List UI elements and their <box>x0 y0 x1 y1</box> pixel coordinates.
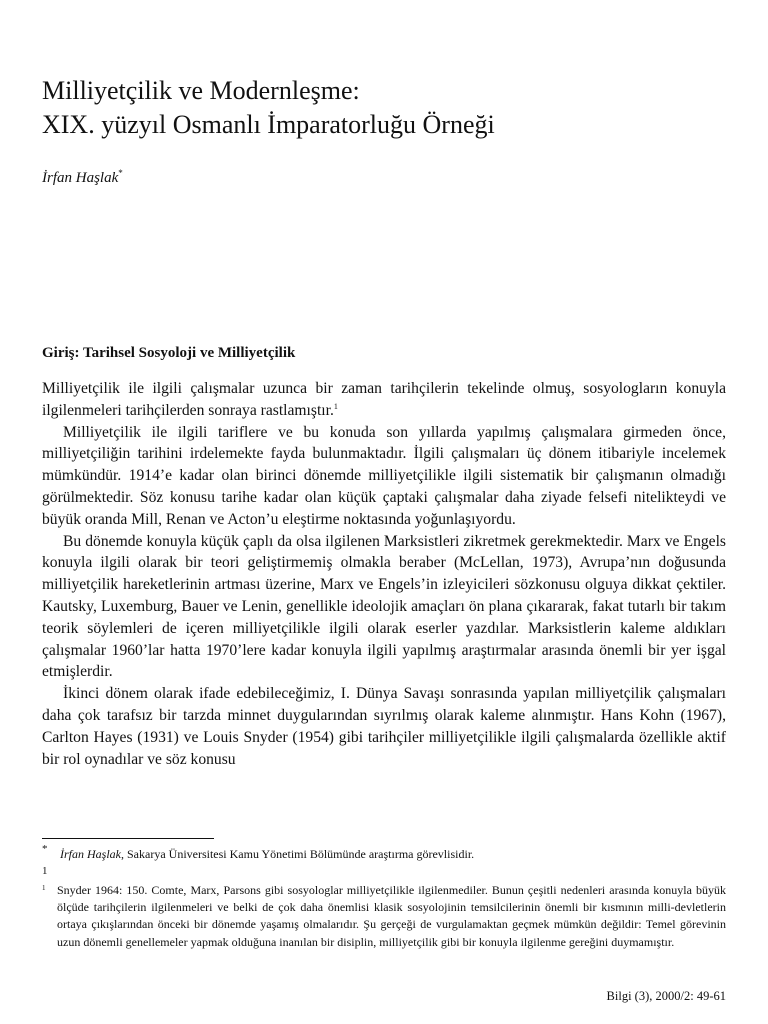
paragraph-1: Milliyetçilik ile ilgili çalışmalar uzunca bir zaman tarihçilerin tekelinde olmuş, sosyologların konuyla ilgilenmeleri tarihçilerden sonraya rastlamıştır.$^1$ <box>42 380 726 419</box>
article-title-line-2: XIX. yüzyıl Osmanlı İmparatorluğu Örneği <box>42 110 495 139</box>
author-name: İrfan Haşlak <box>42 170 119 186</box>
author-footnote-name: İrfan Haşlak <box>60 847 121 861</box>
paragraph-4: İkinci dönem olarak ifade edebileceğimiz, I. Dünya Savaşı sonrasında yapılan milliyetçilik çalışmaları daha çok tarafsız bir tarzda minnet duygularından sıyrılmış olarak kaleme alınmıştır. Hans Kohn (1967), Carlton Hayes (1931) ve Louis Snyder (1954) gibi tarihçiler milliyetçilikle ilgili çalışmalarda özellikle aktif bir rol oynadılar ve söz konusu <box>42 685 726 768</box>
footnote-ref-1: 1 <box>333 401 338 411</box>
author-footnote <box>42 843 726 880</box>
footnote-1 <box>42 882 726 951</box>
body-text <box>42 378 726 770</box>
author-footnote-text: , Sakarya Üniversitesi Kamu Yönetimi Bölümünde araştırma görevlisidir. <box>121 847 475 861</box>
author-footnote-symbol: * <box>42 843 48 855</box>
footnote-number-1: 1 <box>42 865 48 877</box>
footnote-divider <box>42 838 214 839</box>
footnote-1-text: Snyder 1964: 150. Comte, Marx, Parsons gibi sosyologlar milliyetçilikle ilgilenmediler. Bunun çeşitli nedenleri arasında konuyla büyük ölçüde tarihçilerin ilgilenmeleri ve belki de çok daha önemlisi klasik sosyolojinin temsilcilerinin önemli bir kısmının milli-devletlerin ortaya çıkışlarından önceki bir dönemde yaşamış olmalarıdır. Şu gerçeği de vurgulamaktan geçmek mümkün değildir: Temel görevinin uzun dönemli genellemeler yapmak olduğuna inanılan bir disiplin, milliyetçilik gibi bir konuyla ilgilenme gereğini duymamıştır. <box>57 883 726 949</box>
paragraph-3: Bu dönemde konuyla küçük çaplı da olsa ilgilenen Marksistleri zikretmek gerekmektedir. Marx ve Engels konuyla ilgili olarak bir teori geliştirmemiş olmakla beraber (McLellan, 1973), Avrupa’nın doğusunda milliyetçilik hareketlerinin artması üzerine, Marx ve Engels’in izleyicileri sözkonusu olguya dikkat çektiler. Kautsky, Luxemburg, Bauer ve Lenin, genellikle ideolojik amaçları ön plana çıkararak, fakat tutarlı bir takım teorik söylemleri de içeren milliyetçilikle ilgili olarak eserler yazdılar. Marksistlerin kaleme aldıkları çalışmalar 1960’lar hatta 1970’lere kadar konuyla ilgili yapılmış araştırmalar arasında önemli bir yer işgal etmişlerdir. <box>42 532 726 681</box>
section-heading: Giriş: Tarihsel Sosyoloji ve Milliyetçilik <box>42 345 296 361</box>
author-footnote-mark: * <box>118 168 123 178</box>
article-title <box>42 74 732 142</box>
author-byline <box>42 162 123 189</box>
article-title-line-1: Milliyetçilik ve Modernleşme: <box>42 76 360 105</box>
paragraph-2: Milliyetçilik ile ilgili tariflere ve bu konuda son yıllarda yapılmış çalışmalara girmeden önce, milliyetçiliğin tarihini irdelemekte fayda bulunmaktadır. İlgili çalışmaları üç dönem itibariyle incelemek mümkündür. 1914’e kadar olan birinci dönemde milliyetçilikle ilgili sistematik bir çalışmanın olmadığı görülmektedir. Söz konusu tarihe kadar olan küçük çaptaki çalışmalar daha ziyade felsefi nitelikteydi ve büyük oranda Mill, Renan ve Acton’u eleştirme noktasında yoğunlaşıyordu. <box>42 423 726 528</box>
footnote-1-marker: 1 <box>42 884 46 892</box>
journal-citation: Bilgi (3), 2000/2: 49-61 <box>606 989 726 1003</box>
